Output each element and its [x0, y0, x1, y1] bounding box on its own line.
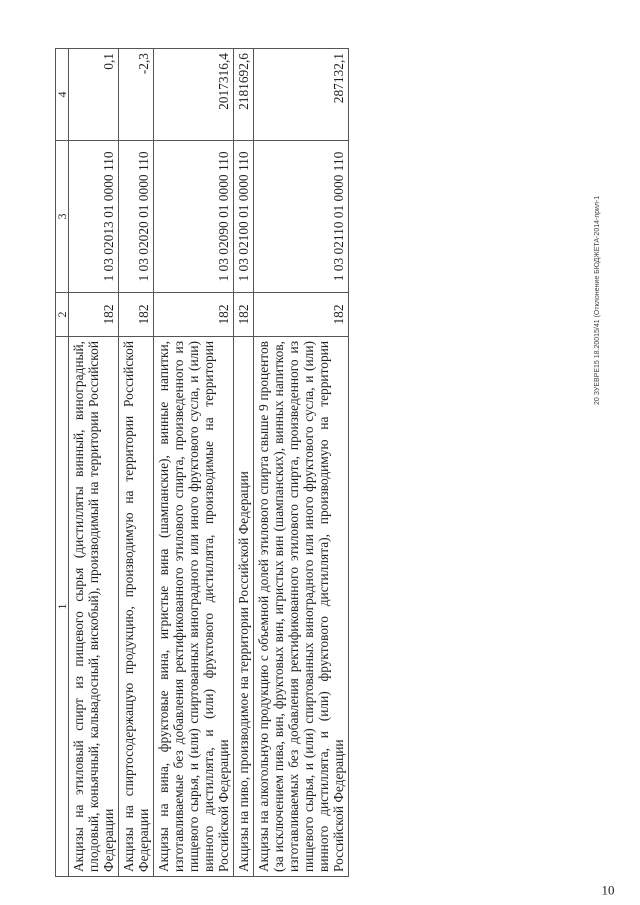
row-kbk: 1 03 02013 01 0000 110 — [69, 141, 119, 293]
row-description: Акцизы на алкогольную продукцию с объемной долей этилового спирта свыше 9 процентов (за исключением пива, вин, фруктовых вин, игристых вин (шампанских), винных напитков, изготавливаемых без добавления ректификованного этилового спирта, произведенного из пищевого сырья, и (или) спиртованных виноградного или иного фруктового сусла, и (или) винного дистиллята, и (или) фруктового дистиллята), производимую на территории Российской Федерации — [254, 337, 349, 877]
table-row — [254, 49, 349, 877]
header-col-1: 1 — [56, 337, 69, 877]
row-admin-code: 182 — [119, 293, 154, 337]
table-header-row — [56, 49, 69, 877]
row-admin-code: 182 — [154, 293, 234, 337]
row-amount: 2181692,6 — [234, 49, 254, 141]
table-row — [69, 49, 119, 877]
row-admin-code: 182 — [69, 293, 119, 337]
row-description: Акцизы на этиловый спирт из пищевого сырья (дистилляты винный, виноградный, плодовый, коньячный, кальвадосный, вискобый), производимый на территории Российской Федерации — [69, 337, 119, 877]
row-admin-code: 182 — [254, 293, 349, 337]
row-amount: 287132,1 — [254, 49, 349, 141]
footer-file-note: 20 ЗУЕВРЕ15 18.20015/41 (Отклонение БЮДЖЕТА-2014-прил-1 — [594, 195, 601, 405]
row-description: Акцизы на пиво, производимое на территории Российской Федерации — [234, 337, 254, 877]
table-row — [154, 49, 234, 877]
row-description: Акцизы на спиртосодержащую продукцию, производимую на территории Российской Федерации — [119, 337, 154, 877]
table-row — [234, 49, 254, 877]
row-admin-code: 182 — [234, 293, 254, 337]
header-col-2: 2 — [56, 293, 69, 337]
row-amount: 0,1 — [69, 49, 119, 141]
header-col-3: 3 — [56, 141, 69, 293]
row-amount: -2,3 — [119, 49, 154, 141]
revenue-table — [55, 48, 349, 877]
row-kbk: 1 03 02020 01 0000 110 — [119, 141, 154, 293]
row-description: Акцизы на вина, фруктовые вина, игристые вина (шампанские), винные напитки, изготавливаемые без добавления ректификованного этилового спирта, произведенного из пищевого сырья, и (или) спиртованных виноградного или иного фруктового сусла, и (или) винного дистиллята, и (или) фруктового дистиллята, производимые на территории Российской Федерации — [154, 337, 234, 877]
header-col-4: 4 — [56, 49, 69, 141]
row-kbk: 1 03 02110 01 0000 110 — [254, 141, 349, 293]
row-kbk: 1 03 02090 01 0000 110 — [154, 141, 234, 293]
page-number: 10 — [601, 882, 615, 898]
row-amount: 2017316,4 — [154, 49, 234, 141]
table-row — [119, 49, 154, 877]
row-kbk: 1 03 02100 01 0000 110 — [234, 141, 254, 293]
